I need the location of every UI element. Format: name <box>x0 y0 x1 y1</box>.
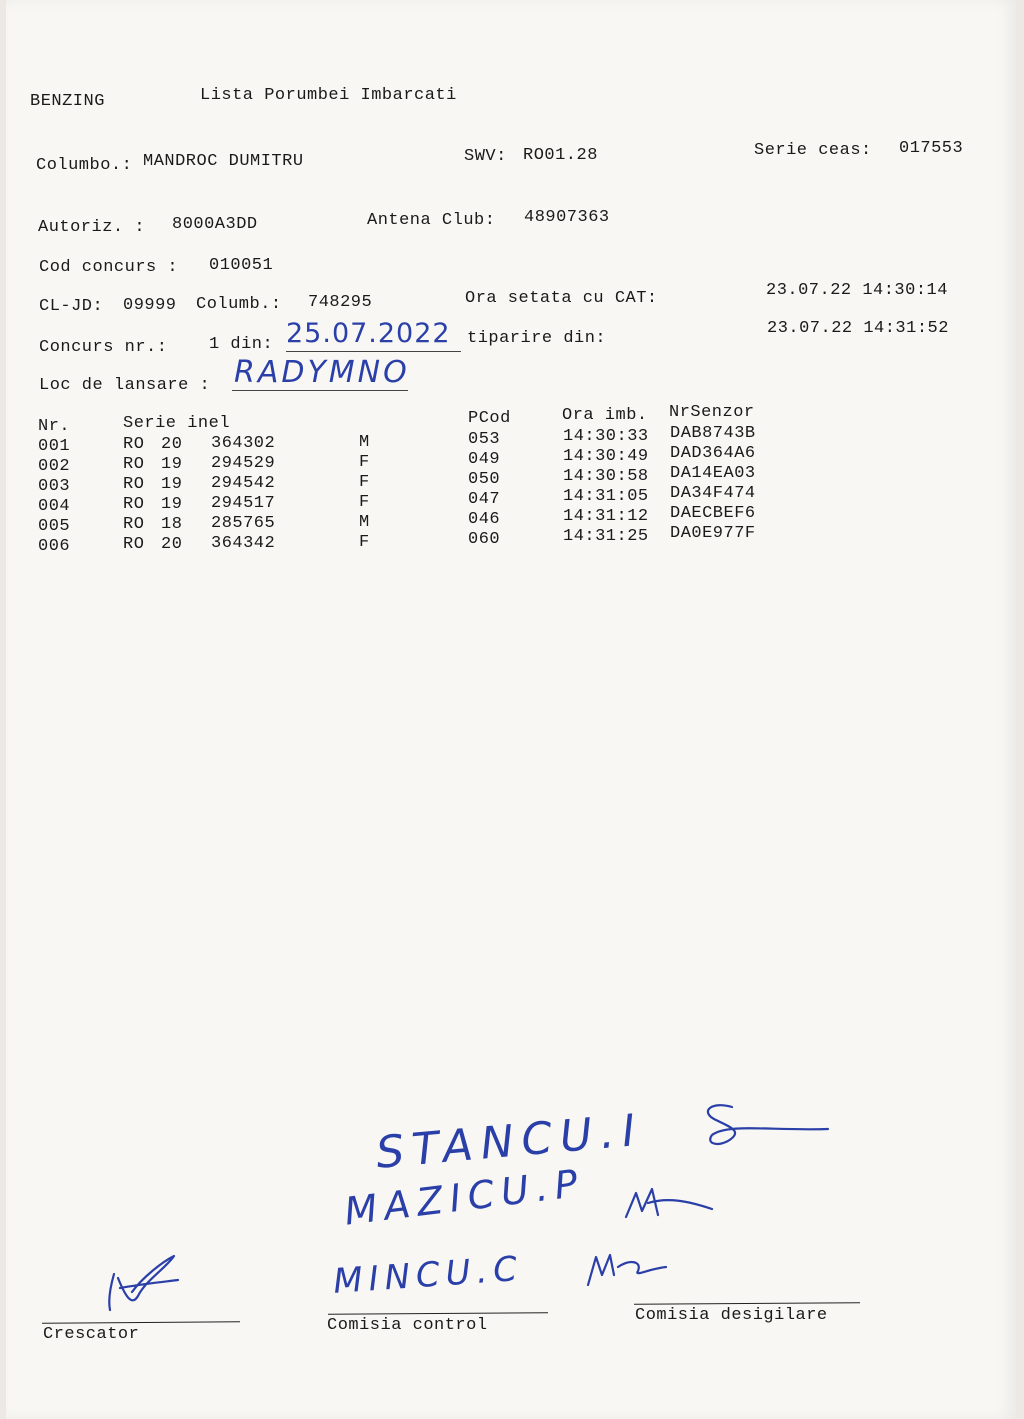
cod-concurs-label: Cod concurs : <box>39 258 179 277</box>
signature-mincu <box>578 1245 678 1295</box>
concurs-label: Concurs nr.: <box>39 338 168 357</box>
tiparire-label: tiparire din: <box>467 329 607 348</box>
col-header-nr: Nr. <box>38 417 71 436</box>
brand-name: BENZING <box>30 92 105 111</box>
cljd-label: CL-JD: <box>39 297 104 316</box>
serie-ceas-label: Serie ceas: <box>754 141 872 160</box>
cell-senzor: DA34F474 <box>670 484 756 503</box>
cell-pcod: 053 <box>468 430 501 449</box>
cell-tara: RO <box>123 515 145 534</box>
ora-setata-value: 23.07.22 14:30:14 <box>766 281 948 300</box>
col-header-serie: Serie inel <box>123 414 231 433</box>
columb-label: Columb.: <box>196 295 282 314</box>
cell-serie: 364302 <box>211 434 276 453</box>
cell-serie: 294529 <box>211 454 276 473</box>
autoriz-label: Autoriz. : <box>38 218 146 237</box>
crescator-line <box>42 1321 240 1323</box>
signature-mazicu <box>618 1175 728 1235</box>
concurs-value: 1 din: <box>209 335 274 354</box>
handwritten-name-mazicu: MAZICU.P <box>342 1160 587 1234</box>
cell-nr: 003 <box>38 477 71 496</box>
cell-ora: 14:31:12 <box>563 507 649 526</box>
cell-sex: F <box>359 453 370 472</box>
concurs-date-handwritten: 25.07.2022 <box>286 318 451 349</box>
cell-nr: 005 <box>38 517 71 536</box>
cell-senzor: DAD364A6 <box>670 444 756 463</box>
cell-ora: 14:30:49 <box>563 447 649 466</box>
cell-nr: 002 <box>38 457 71 476</box>
cell-tara: RO <box>123 535 145 554</box>
cell-an: 20 <box>161 535 183 554</box>
cell-ora: 14:30:58 <box>563 467 649 486</box>
swv-label: SWV: <box>464 147 507 166</box>
tiparire-value: 23.07.22 14:31:52 <box>767 319 949 338</box>
document-title: Lista Porumbei Imbarcati <box>200 86 457 105</box>
comisia-desigilare-label: Comisia desigilare <box>635 1306 828 1325</box>
cell-tara: RO <box>123 495 145 514</box>
autoriz-value: 8000A3DD <box>172 215 258 234</box>
cell-sex: F <box>359 533 370 552</box>
cell-serie: 364342 <box>211 534 276 553</box>
cell-pcod: 046 <box>468 510 501 529</box>
cljd-value: 09999 <box>123 296 177 315</box>
signature-stancu <box>692 1095 842 1165</box>
loc-lansare-handwritten: RADYMNO <box>234 355 410 390</box>
cell-tara: RO <box>123 435 145 454</box>
cod-concurs-value: 010051 <box>209 256 274 275</box>
cell-senzor: DA14EA03 <box>670 464 756 483</box>
cell-tara: RO <box>123 455 145 474</box>
document-sheet <box>6 0 1016 1419</box>
loc-underline <box>232 390 408 391</box>
cell-an: 19 <box>161 495 183 514</box>
cell-an: 19 <box>161 475 183 494</box>
cell-ora: 14:30:33 <box>563 427 649 446</box>
loc-lansare-label: Loc de lansare : <box>39 376 211 395</box>
cell-serie: 294542 <box>211 474 276 493</box>
handwritten-name-mincu: MINCU.C <box>332 1248 525 1302</box>
columbo-value: MANDROC DUMITRU <box>143 152 304 171</box>
cell-ora: 14:31:25 <box>563 527 649 546</box>
cell-an: 20 <box>161 435 183 454</box>
comisia-desigilare-line <box>634 1302 860 1305</box>
columbo-label: Columbo.: <box>36 156 133 175</box>
cell-pcod: 049 <box>468 450 501 469</box>
cell-senzor: DAB8743B <box>670 424 756 443</box>
signature-crescator <box>102 1248 192 1318</box>
cell-an: 19 <box>161 455 183 474</box>
cell-pcod: 060 <box>468 530 501 549</box>
cell-sex: F <box>359 473 370 492</box>
cell-an: 18 <box>161 515 183 534</box>
serie-ceas-value: 017553 <box>899 139 964 158</box>
cell-pcod: 050 <box>468 470 501 489</box>
comisia-control-line <box>328 1312 548 1315</box>
concurs-date-underline <box>286 351 461 352</box>
cell-sex: F <box>359 493 370 512</box>
cell-pcod: 047 <box>468 490 501 509</box>
cell-ora: 14:31:05 <box>563 487 649 506</box>
cell-senzor: DA0E977F <box>670 524 756 543</box>
cell-serie: 285765 <box>211 514 276 533</box>
cell-sex: M <box>359 433 370 452</box>
comisia-control-label: Comisia control <box>327 1316 488 1335</box>
col-header-pcod: PCod <box>468 409 511 428</box>
swv-value: RO01.28 <box>523 146 598 165</box>
cell-senzor: DAECBEF6 <box>670 504 756 523</box>
col-header-senzor: NrSenzor <box>669 403 755 422</box>
cell-nr: 004 <box>38 497 71 516</box>
antena-value: 48907363 <box>524 208 610 227</box>
cell-tara: RO <box>123 475 145 494</box>
cell-nr: 006 <box>38 537 71 556</box>
cell-sex: M <box>359 513 370 532</box>
cell-serie: 294517 <box>211 494 276 513</box>
crescator-label: Crescator <box>43 1325 140 1344</box>
ora-setata-label: Ora setata cu CAT: <box>465 289 658 308</box>
cell-nr: 001 <box>38 437 71 456</box>
antena-label: Antena Club: <box>367 211 496 230</box>
columb-value: 748295 <box>308 293 373 312</box>
handwritten-name-stancu: STANCU.I <box>374 1104 646 1179</box>
col-header-ora: Ora imb. <box>562 406 648 425</box>
